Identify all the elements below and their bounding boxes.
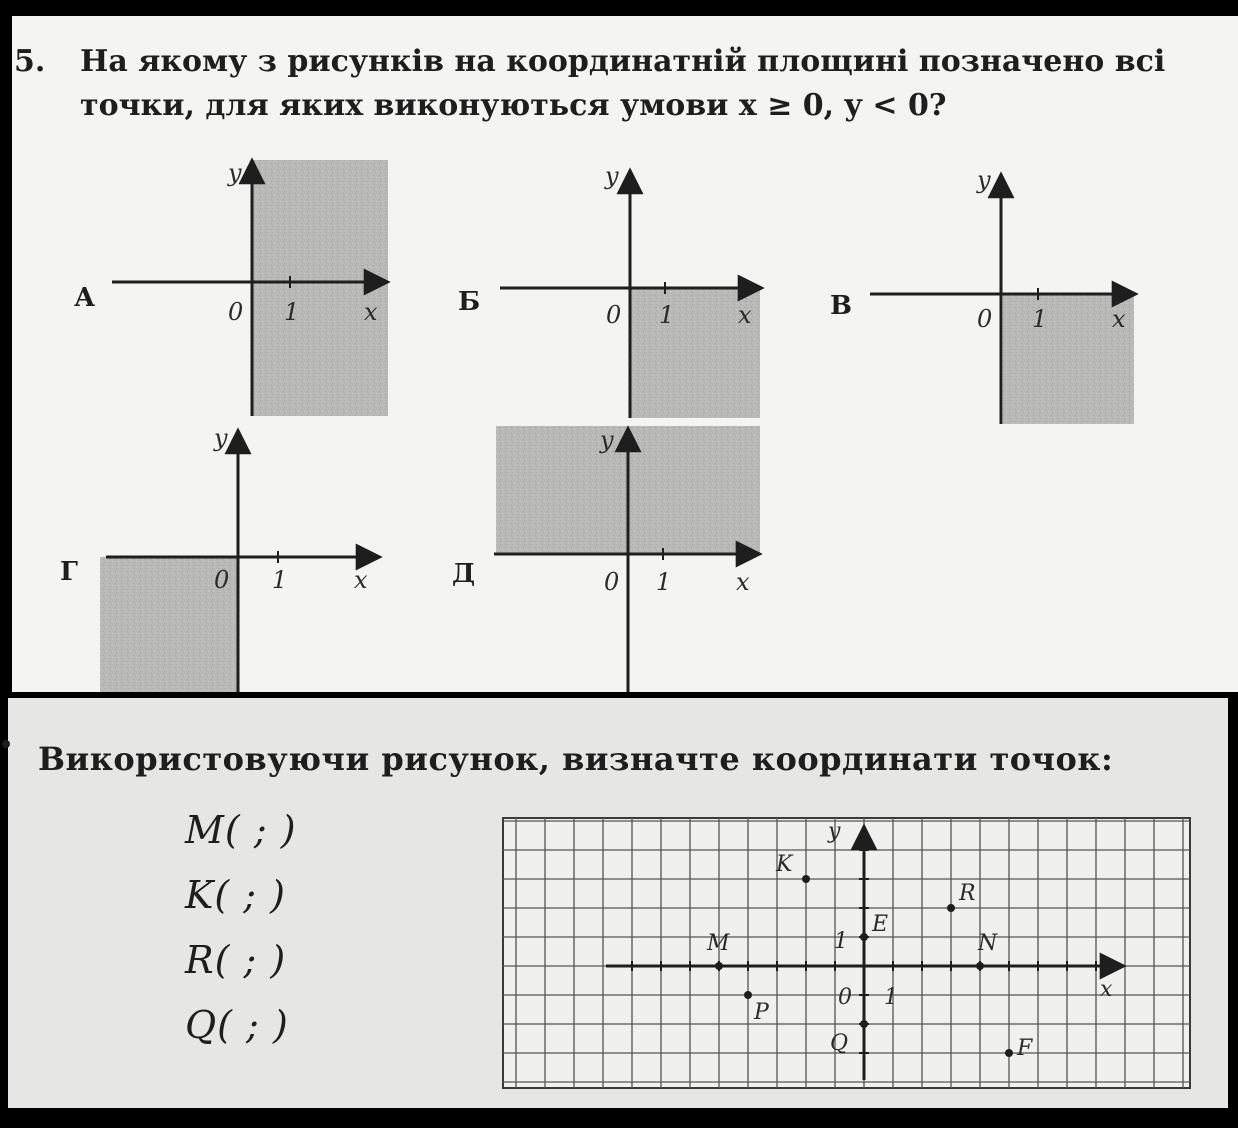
question-text: На якому з рисунків на координатній площині позначено всі точки, для яких виконуються умови x ≥ 0, y < 0? bbox=[80, 44, 1166, 123]
grid-y-one-label: 1 bbox=[834, 929, 848, 954]
origin-label-g: 0 bbox=[214, 566, 230, 594]
one-label-g: 1 bbox=[272, 566, 288, 594]
grid-point-e bbox=[860, 933, 868, 941]
panel-label-g: Г bbox=[60, 557, 78, 587]
grid-point-label-p: P bbox=[754, 1000, 769, 1025]
coord-row-r: R( ; ) bbox=[185, 938, 287, 982]
origin-label-v: 0 bbox=[977, 305, 993, 333]
panel-d bbox=[452, 426, 760, 692]
y-label-b: y bbox=[605, 162, 619, 190]
grid-point-label-n: N bbox=[978, 931, 998, 956]
grid-point-label-r: R bbox=[959, 881, 976, 906]
question-number: 5. bbox=[14, 44, 46, 79]
panel-v bbox=[830, 166, 1136, 424]
bullet-marker bbox=[2, 740, 10, 748]
one-label-a: 1 bbox=[284, 298, 300, 326]
x-label-v: x bbox=[1112, 305, 1126, 333]
grid-point-n bbox=[976, 962, 984, 970]
x-label-a: x bbox=[364, 298, 378, 326]
shaded-region-a bbox=[252, 160, 388, 416]
grid-point-label-q: Q bbox=[830, 1031, 849, 1056]
grid-point-k bbox=[802, 875, 810, 883]
grid-point-p bbox=[744, 991, 752, 999]
grid-one-label: 1 bbox=[884, 985, 898, 1010]
grid-point-q bbox=[860, 1020, 868, 1028]
one-label-b: 1 bbox=[659, 301, 675, 329]
one-label-d: 1 bbox=[656, 568, 672, 596]
grid-x-label: x bbox=[1100, 977, 1113, 1002]
grid-y-label: y bbox=[828, 819, 841, 844]
origin-label-a: 0 bbox=[228, 298, 244, 326]
y-label-a: y bbox=[228, 159, 242, 187]
grid-point-label-m: M bbox=[707, 931, 730, 956]
origin-label-d: 0 bbox=[604, 568, 620, 596]
coord-row-k: K( ; ) bbox=[185, 873, 286, 917]
grid-point-r bbox=[947, 904, 955, 912]
panel-b bbox=[458, 162, 762, 418]
grid-point-m bbox=[715, 962, 723, 970]
grid-point-f bbox=[1005, 1049, 1013, 1057]
one-label-v: 1 bbox=[1032, 305, 1048, 333]
panel-a bbox=[74, 159, 388, 416]
task-2-prompt: Використовуючи рисунок, визначте координати точок: bbox=[38, 740, 1114, 778]
origin-label-b: 0 bbox=[606, 301, 622, 329]
panel-label-d: Д bbox=[452, 559, 476, 589]
x-label-d: x bbox=[736, 568, 750, 596]
y-label-d: y bbox=[600, 426, 614, 454]
coordinate-grid bbox=[503, 818, 1190, 1088]
panel-label-v: В bbox=[830, 291, 852, 321]
grid-point-label-e: E bbox=[872, 912, 889, 937]
y-label-v: y bbox=[977, 166, 991, 194]
grid-origin-label: 0 bbox=[838, 985, 852, 1010]
panel-g bbox=[60, 424, 380, 692]
coord-row-q: Q( ; ) bbox=[185, 1003, 289, 1047]
panel-label-b: Б bbox=[458, 287, 481, 317]
coord-row-m: M( ; ) bbox=[185, 808, 297, 852]
x-label-g: x bbox=[354, 566, 368, 594]
grid-point-label-f: F bbox=[1017, 1036, 1033, 1061]
panel-label-a: А bbox=[74, 283, 96, 313]
x-label-b: x bbox=[738, 301, 752, 329]
y-label-g: y bbox=[214, 424, 228, 452]
grid-point-label-k: K bbox=[776, 852, 793, 877]
